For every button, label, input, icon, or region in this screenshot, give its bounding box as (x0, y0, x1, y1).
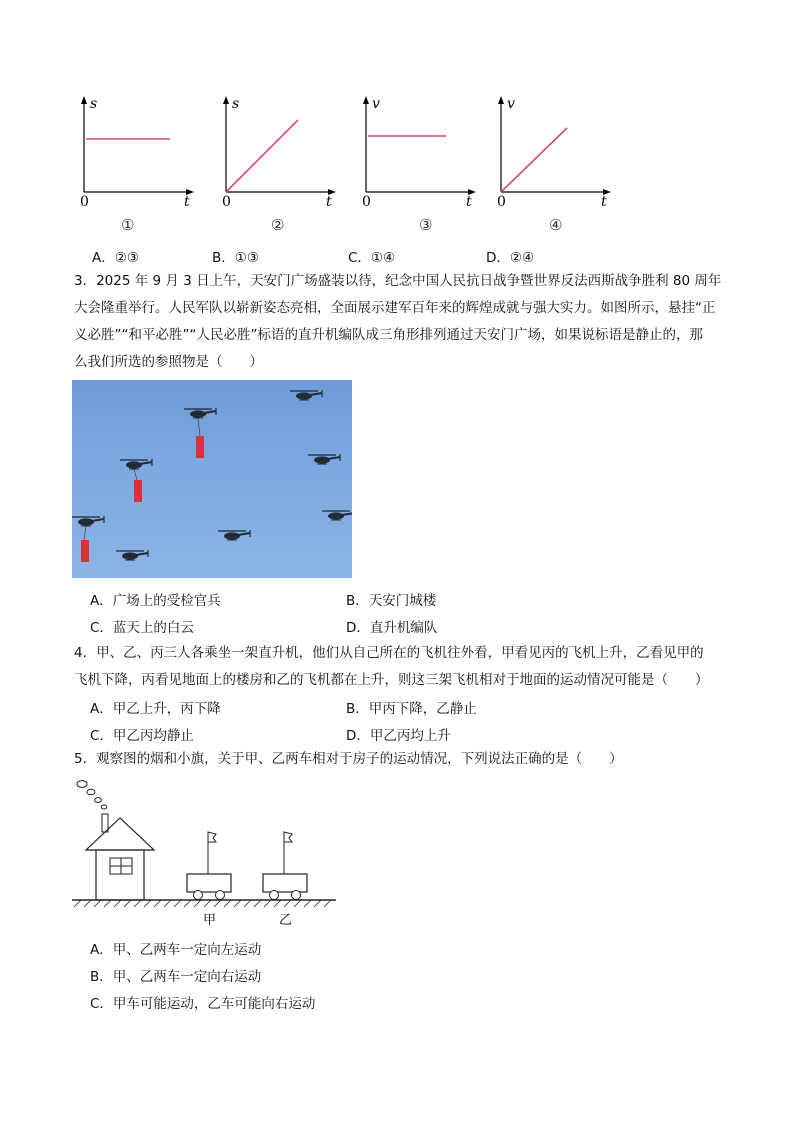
q2-option-d[interactable]: D．②④ (486, 250, 535, 266)
graph-1-ylabel: s (90, 96, 98, 112)
slogan-banner (196, 436, 204, 458)
graph-2-origin: 0 (222, 194, 231, 210)
smoke-puff (77, 781, 87, 788)
q4-stem (74, 640, 724, 694)
helicopter (116, 550, 148, 560)
cart-jia-label: 甲 (203, 913, 217, 928)
q2-option-c[interactable]: C．①④ (348, 250, 396, 266)
q4-option-b[interactable]: B．甲丙下降，乙静止 (346, 701, 477, 717)
q3-line-1: 3．2025 年 9 月 3 日上午，天安门广场盛装以待，纪念中国人民抗日战争暨世界反法西斯战争胜利 80 周年 (74, 273, 722, 289)
q5-option-a[interactable]: A．甲、乙两车一定向左运动 (90, 942, 262, 958)
graph-1 (70, 92, 210, 242)
helicopter-formation-svg (72, 380, 352, 578)
helicopter (218, 530, 250, 540)
q3-stem (74, 268, 724, 376)
house-carts-svg (70, 776, 340, 936)
helicopter-formation-photo (72, 380, 352, 578)
q3-option-b[interactable]: B．天安门城楼 (346, 593, 437, 609)
q5-line-1: 5．观察图的烟和小旗，关于甲、乙两车相对于房子的运动情况，下列说法正确的是（ ） (74, 751, 623, 767)
graph-3-caption: ③ (419, 216, 433, 234)
q2-option-b[interactable]: B．①③ (212, 250, 259, 266)
graph-2-svg (212, 92, 352, 222)
smoke-puff (101, 805, 107, 809)
graph-3-xlabel: t (466, 194, 472, 210)
helicopter (322, 510, 352, 520)
q3-line-2: 大会隆重举行。人民军队以崭新姿态亮相，全面展示建军百年来的辉煌成就与强大实力。如图所示，悬挂“正 (74, 300, 716, 316)
q4-option-d[interactable]: D．甲乙丙均上升 (346, 728, 451, 744)
graph-2-ylabel: s (232, 96, 240, 112)
graph-3-origin: 0 (362, 194, 371, 210)
graph-1-xlabel: t (184, 194, 190, 210)
flag-icon (284, 832, 292, 842)
helicopter (120, 459, 152, 469)
q3-line-4: 么我们所选的参照物是（ ） (74, 354, 263, 370)
graph-3-ylabel: v (372, 96, 380, 112)
graph-1-origin: 0 (80, 194, 89, 210)
smoke-puff (95, 798, 102, 803)
graph-2-line (226, 120, 298, 192)
graph-3-svg (352, 92, 492, 222)
slogan-banner (134, 480, 142, 502)
graph-1-svg (70, 92, 210, 222)
q3-option-c[interactable]: C．蓝天上的白云 (90, 620, 194, 636)
graph-1-caption: ① (121, 216, 135, 234)
house-carts-diagram (70, 776, 340, 936)
graph-2-caption: ② (271, 216, 285, 234)
helicopter (290, 390, 322, 400)
helicopter (184, 408, 216, 418)
q5-option-b[interactable]: B．甲、乙两车一定向右运动 (90, 969, 262, 985)
q5-option-c[interactable]: C．甲车可能运动，乙车可能向右运动 (90, 996, 316, 1012)
ground-hatching (74, 900, 331, 907)
smoke-puff (87, 789, 95, 795)
house (86, 814, 154, 900)
cart-jia (187, 832, 231, 900)
graph-4-line (501, 128, 567, 192)
q3-option-d[interactable]: D．直升机编队 (346, 620, 438, 636)
graph-4-ylabel: v (507, 96, 515, 112)
q2-option-a[interactable]: A．②③ (92, 250, 139, 266)
slogan-banner (81, 540, 89, 562)
flag-icon (208, 832, 216, 842)
graph-2-xlabel: t (326, 194, 332, 210)
q4-line-1: 4．甲、乙、丙三人各乘坐一架直升机，他们从自己所在的飞机往外看，甲看见丙的飞机上升，乙看见甲的 (74, 645, 704, 661)
graph-4-caption: ④ (549, 216, 563, 234)
cart-yi-label: 乙 (279, 913, 293, 928)
graph-4-origin: 0 (497, 194, 506, 210)
q5-stem (74, 746, 724, 773)
q4-option-a[interactable]: A．甲乙上升，丙下降 (90, 701, 221, 717)
q3-line-3: 义必胜”“和平必胜”“人民必胜”标语的直升机编队成三角形排列通过天安门广场，如果说标语是静止的，那 (74, 327, 703, 343)
cart-yi (263, 832, 307, 900)
graph-4-svg (487, 92, 627, 222)
q3-option-a[interactable]: A．广场上的受检官兵 (90, 593, 221, 609)
helicopter (72, 516, 104, 526)
q4-option-c[interactable]: C．甲乙丙均静止 (90, 728, 194, 744)
graph-4-xlabel: t (601, 194, 607, 210)
helicopter (308, 454, 340, 464)
q4-line-2: 飞机下降，丙看见地面上的楼房和乙的飞机都在上升，则这三架飞机相对于地面的运动情况可能是（ ） (74, 672, 709, 688)
